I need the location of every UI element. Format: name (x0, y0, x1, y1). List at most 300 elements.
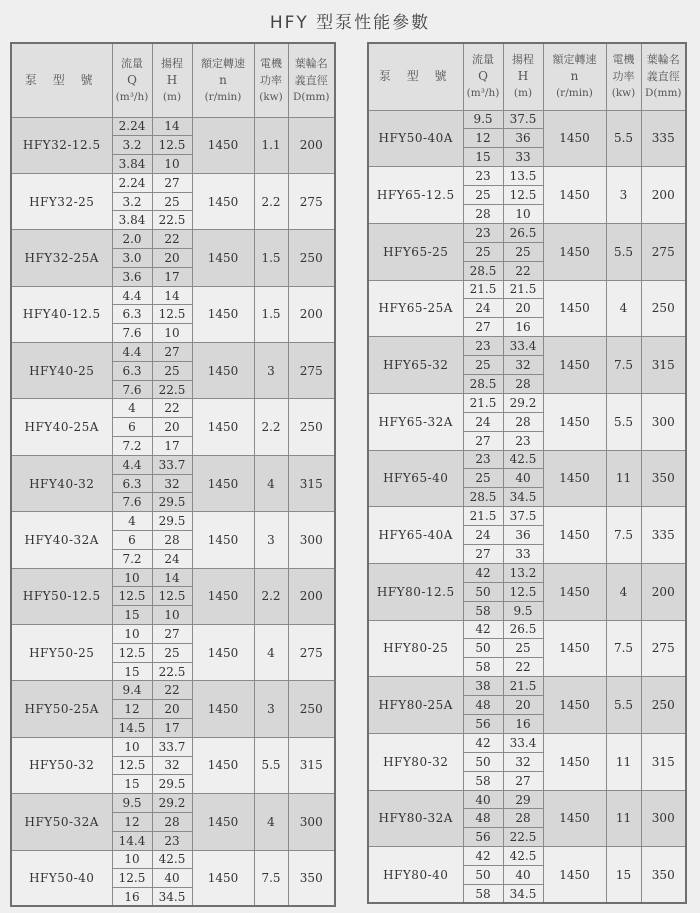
impeller-cell: 350 (641, 450, 686, 507)
flow-cell: 28.5 (463, 374, 503, 393)
flow-cell: 58 (463, 658, 503, 677)
header-flow: 流量 Q (m³/h) (463, 43, 503, 110)
page-title: HFY 型泵性能參數 (269, 13, 431, 33)
power-cell: 5.5 (606, 223, 641, 280)
flow-cell: 12.5 (112, 869, 152, 888)
impeller-cell: 315 (641, 733, 686, 790)
model-cell: HFY50-40A (368, 110, 463, 167)
header-power: 電機 功率 (kw) (606, 43, 641, 110)
impeller-cell: 350 (641, 847, 686, 904)
header-model: 泵 型 號 (11, 43, 112, 117)
flow-cell: 40 (463, 790, 503, 809)
flow-cell: 9.5 (112, 794, 152, 813)
table-row (11, 286, 335, 305)
flow-cell: 12 (112, 812, 152, 831)
flow-cell: 38 (463, 677, 503, 696)
head-cell: 10 (152, 155, 192, 174)
power-cell: 4 (254, 455, 288, 511)
flow-cell: 2.24 (112, 173, 152, 192)
impeller-cell: 315 (288, 455, 335, 511)
impeller-cell: 200 (641, 167, 686, 224)
impeller-cell: 275 (641, 620, 686, 677)
head-cell: 25 (503, 639, 543, 658)
power-cell: 3 (254, 512, 288, 568)
model-cell: HFY65-12.5 (368, 167, 463, 224)
flow-cell: 24 (463, 526, 503, 545)
header-impeller: 葉輪名 義直徑 D(mm) (288, 43, 335, 117)
flow-cell: 6.3 (112, 305, 152, 324)
head-cell: 33.4 (503, 733, 543, 752)
model-cell: HFY40-12.5 (11, 286, 112, 342)
flow-cell: 21.5 (463, 507, 503, 526)
power-cell: 3 (606, 167, 641, 224)
table-row (11, 173, 335, 192)
flow-cell: 4.4 (112, 455, 152, 474)
head-cell: 20 (152, 249, 192, 268)
flow-cell: 24 (463, 412, 503, 431)
flow-cell: 27 (463, 544, 503, 563)
head-cell: 33.4 (503, 337, 543, 356)
power-cell: 5.5 (606, 110, 641, 167)
table-row (368, 620, 686, 639)
impeller-cell: 275 (288, 173, 335, 229)
model-cell: HFY32-25 (11, 173, 112, 229)
head-cell: 29.2 (152, 794, 192, 813)
impeller-cell: 335 (641, 507, 686, 564)
flow-cell: 23 (463, 450, 503, 469)
table-row (368, 110, 686, 129)
power-cell: 5.5 (606, 677, 641, 734)
flow-cell: 7.6 (112, 324, 152, 343)
model-cell: HFY50-25A (11, 681, 112, 737)
head-cell: 29.2 (503, 393, 543, 412)
flow-cell: 27 (463, 431, 503, 450)
flow-cell: 58 (463, 771, 503, 790)
table-row (11, 850, 335, 869)
flow-cell: 2.24 (112, 117, 152, 136)
model-cell: HFY65-40 (368, 450, 463, 507)
power-cell: 7.5 (606, 337, 641, 394)
speed-cell: 1450 (192, 117, 254, 173)
head-cell: 34.5 (503, 488, 543, 507)
flow-cell: 14.4 (112, 831, 152, 850)
model-cell: HFY80-25 (368, 620, 463, 677)
model-cell: HFY65-25 (368, 223, 463, 280)
flow-cell: 3.2 (112, 192, 152, 211)
impeller-cell: 250 (641, 677, 686, 734)
head-cell: 33 (503, 544, 543, 563)
head-cell: 12.5 (152, 305, 192, 324)
speed-cell: 1450 (192, 343, 254, 399)
head-cell: 20 (152, 418, 192, 437)
head-cell: 23 (152, 831, 192, 850)
head-cell: 22.5 (152, 211, 192, 230)
head-cell: 23 (503, 431, 543, 450)
table-row (11, 230, 335, 249)
flow-cell: 6.3 (112, 361, 152, 380)
head-cell: 36 (503, 129, 543, 148)
impeller-cell: 200 (288, 117, 335, 173)
header-model: 泵 型 號 (368, 43, 463, 110)
flow-cell: 4.4 (112, 343, 152, 362)
head-cell: 32 (152, 756, 192, 775)
head-cell: 12.5 (503, 186, 543, 205)
speed-cell: 1450 (192, 850, 254, 906)
head-cell: 40 (152, 869, 192, 888)
speed-cell: 1450 (543, 563, 606, 620)
table-row (11, 117, 335, 136)
model-cell: HFY40-32A (11, 512, 112, 568)
flow-cell: 7.6 (112, 380, 152, 399)
table-row (11, 399, 335, 418)
head-cell: 27 (152, 625, 192, 644)
head-cell: 34.5 (152, 888, 192, 907)
head-cell: 29.5 (152, 512, 192, 531)
head-cell: 27 (503, 771, 543, 790)
head-cell: 27 (152, 343, 192, 362)
table-row (368, 563, 686, 582)
head-cell: 28 (503, 809, 543, 828)
flow-cell: 15 (463, 148, 503, 167)
flow-cell: 14.5 (112, 719, 152, 738)
speed-cell: 1450 (192, 568, 254, 624)
model-cell: HFY80-32 (368, 733, 463, 790)
table-row (368, 677, 686, 696)
flow-cell: 12.5 (112, 756, 152, 775)
head-cell: 21.5 (503, 280, 543, 299)
head-cell: 29 (503, 790, 543, 809)
impeller-cell: 275 (288, 625, 335, 681)
flow-cell: 48 (463, 809, 503, 828)
model-cell: HFY40-32 (11, 455, 112, 511)
flow-cell: 3.0 (112, 249, 152, 268)
table-row (368, 847, 686, 866)
power-cell: 1.5 (254, 230, 288, 286)
model-cell: HFY65-25A (368, 280, 463, 337)
table-header (11, 43, 335, 117)
table-body (11, 117, 335, 906)
header-speed: 額定轉速 n (r/min) (543, 43, 606, 110)
head-cell: 22 (152, 399, 192, 418)
head-cell: 10 (503, 204, 543, 223)
head-cell: 12.5 (152, 587, 192, 606)
model-cell: HFY80-25A (368, 677, 463, 734)
head-cell: 16 (503, 715, 543, 734)
head-cell: 42.5 (503, 450, 543, 469)
flow-cell: 3.84 (112, 155, 152, 174)
flow-cell: 25 (463, 242, 503, 261)
power-cell: 1.1 (254, 117, 288, 173)
header-impeller: 葉輪名 義直徑 D(mm) (641, 43, 686, 110)
impeller-cell: 300 (641, 393, 686, 450)
flow-cell: 48 (463, 696, 503, 715)
flow-cell: 10 (112, 568, 152, 587)
table-row (368, 223, 686, 242)
flow-cell: 10 (112, 625, 152, 644)
head-cell: 36 (503, 526, 543, 545)
speed-cell: 1450 (192, 173, 254, 229)
power-cell: 4 (254, 794, 288, 850)
head-cell: 29.5 (152, 775, 192, 794)
head-cell: 29.5 (152, 493, 192, 512)
head-cell: 14 (152, 286, 192, 305)
speed-cell: 1450 (192, 286, 254, 342)
performance-table-right (367, 42, 687, 904)
speed-cell: 1450 (192, 737, 254, 793)
power-cell: 7.5 (254, 850, 288, 906)
head-cell: 33.7 (152, 455, 192, 474)
flow-cell: 7.2 (112, 437, 152, 456)
table-row (11, 794, 335, 813)
head-cell: 22.5 (152, 380, 192, 399)
head-cell: 25 (503, 242, 543, 261)
flow-cell: 56 (463, 715, 503, 734)
flow-cell: 12 (112, 700, 152, 719)
head-cell: 37.5 (503, 507, 543, 526)
model-cell: HFY80-12.5 (368, 563, 463, 620)
head-cell: 33.7 (152, 737, 192, 756)
table-row (368, 507, 686, 526)
head-cell: 28 (152, 531, 192, 550)
head-cell: 20 (152, 700, 192, 719)
flow-cell: 58 (463, 601, 503, 620)
table-row (11, 512, 335, 531)
model-cell: HFY32-12.5 (11, 117, 112, 173)
header-flow: 流量 Q (m³/h) (112, 43, 152, 117)
power-cell: 2.2 (254, 568, 288, 624)
head-cell: 42.5 (503, 847, 543, 866)
impeller-cell: 250 (288, 230, 335, 286)
table-row (368, 393, 686, 412)
flow-cell: 7.2 (112, 549, 152, 568)
head-cell: 37.5 (503, 110, 543, 129)
head-cell: 22 (503, 658, 543, 677)
model-cell: HFY50-32 (11, 737, 112, 793)
flow-cell: 9.5 (463, 110, 503, 129)
head-cell: 22 (503, 261, 543, 280)
table-row (368, 337, 686, 356)
flow-cell: 50 (463, 866, 503, 885)
table-row (368, 450, 686, 469)
head-cell: 26.5 (503, 620, 543, 639)
flow-cell: 6 (112, 418, 152, 437)
head-cell: 26.5 (503, 223, 543, 242)
power-cell: 7.5 (606, 620, 641, 677)
power-cell: 2.2 (254, 399, 288, 455)
impeller-cell: 250 (288, 681, 335, 737)
head-cell: 28 (503, 374, 543, 393)
speed-cell: 1450 (192, 794, 254, 850)
speed-cell: 1450 (192, 625, 254, 681)
flow-cell: 2.0 (112, 230, 152, 249)
table-row (368, 280, 686, 299)
model-cell: HFY80-40 (368, 847, 463, 904)
flow-cell: 15 (112, 662, 152, 681)
head-cell: 40 (503, 469, 543, 488)
power-cell: 11 (606, 450, 641, 507)
head-cell: 17 (152, 437, 192, 456)
flow-cell: 10 (112, 850, 152, 869)
table-row (11, 455, 335, 474)
impeller-cell: 200 (641, 563, 686, 620)
speed-cell: 1450 (543, 733, 606, 790)
model-cell: HFY40-25 (11, 343, 112, 399)
head-cell: 32 (152, 474, 192, 493)
head-cell: 13.2 (503, 563, 543, 582)
head-cell: 42.5 (152, 850, 192, 869)
table-row (11, 343, 335, 362)
head-cell: 20 (503, 299, 543, 318)
power-cell: 5.5 (606, 393, 641, 450)
flow-cell: 21.5 (463, 393, 503, 412)
impeller-cell: 350 (288, 850, 335, 906)
model-cell: HFY50-32A (11, 794, 112, 850)
head-cell: 22 (152, 681, 192, 700)
flow-cell: 12.5 (112, 643, 152, 662)
impeller-cell: 250 (641, 280, 686, 337)
speed-cell: 1450 (543, 620, 606, 677)
impeller-cell: 200 (288, 568, 335, 624)
head-cell: 20 (503, 696, 543, 715)
impeller-cell: 275 (288, 343, 335, 399)
speed-cell: 1450 (543, 507, 606, 564)
flow-cell: 28.5 (463, 261, 503, 280)
speed-cell: 1450 (192, 681, 254, 737)
header-power: 電機 功率 (kw) (254, 43, 288, 117)
table-header (368, 43, 686, 110)
impeller-cell: 300 (641, 790, 686, 847)
impeller-cell: 250 (288, 399, 335, 455)
flow-cell: 4 (112, 512, 152, 531)
head-cell: 12.5 (503, 582, 543, 601)
speed-cell: 1450 (192, 230, 254, 286)
flow-cell: 12 (463, 129, 503, 148)
impeller-cell: 300 (288, 512, 335, 568)
head-cell: 17 (152, 267, 192, 286)
head-cell: 28 (503, 412, 543, 431)
power-cell: 4 (606, 563, 641, 620)
speed-cell: 1450 (543, 677, 606, 734)
flow-cell: 56 (463, 828, 503, 847)
power-cell: 3 (254, 681, 288, 737)
flow-cell: 23 (463, 337, 503, 356)
table-row (11, 625, 335, 644)
flow-cell: 50 (463, 582, 503, 601)
impeller-cell: 335 (641, 110, 686, 167)
head-cell: 10 (152, 324, 192, 343)
flow-cell: 21.5 (463, 280, 503, 299)
head-cell: 32 (503, 752, 543, 771)
performance-table-left (10, 42, 336, 907)
flow-cell: 23 (463, 167, 503, 186)
table-row (368, 733, 686, 752)
table-row (368, 167, 686, 186)
head-cell: 25 (152, 643, 192, 662)
flow-cell: 50 (463, 752, 503, 771)
power-cell: 11 (606, 733, 641, 790)
head-cell: 25 (152, 192, 192, 211)
impeller-cell: 315 (641, 337, 686, 394)
head-cell: 33 (503, 148, 543, 167)
head-cell: 25 (152, 361, 192, 380)
head-cell: 22.5 (503, 828, 543, 847)
flow-cell: 4 (112, 399, 152, 418)
power-cell: 7.5 (606, 507, 641, 564)
flow-cell: 23 (463, 223, 503, 242)
flow-cell: 42 (463, 563, 503, 582)
head-cell: 22 (152, 230, 192, 249)
speed-cell: 1450 (543, 450, 606, 507)
flow-cell: 6 (112, 531, 152, 550)
head-cell: 12.5 (152, 136, 192, 155)
flow-cell: 25 (463, 356, 503, 375)
head-cell: 14 (152, 117, 192, 136)
speed-cell: 1450 (543, 223, 606, 280)
flow-cell: 50 (463, 639, 503, 658)
head-cell: 21.5 (503, 677, 543, 696)
flow-cell: 7.6 (112, 493, 152, 512)
flow-cell: 9.4 (112, 681, 152, 700)
power-cell: 1.5 (254, 286, 288, 342)
speed-cell: 1450 (192, 399, 254, 455)
flow-cell: 12.5 (112, 587, 152, 606)
flow-cell: 15 (112, 606, 152, 625)
model-cell: HFY50-40 (11, 850, 112, 906)
head-cell: 28 (152, 812, 192, 831)
table-row (368, 790, 686, 809)
flow-cell: 28.5 (463, 488, 503, 507)
flow-cell: 42 (463, 733, 503, 752)
speed-cell: 1450 (543, 847, 606, 904)
flow-cell: 16 (112, 888, 152, 907)
head-cell: 13.5 (503, 167, 543, 186)
head-cell: 27 (152, 173, 192, 192)
speed-cell: 1450 (192, 512, 254, 568)
model-cell: HFY40-25A (11, 399, 112, 455)
flow-cell: 27 (463, 318, 503, 337)
speed-cell: 1450 (192, 455, 254, 511)
table-row (11, 737, 335, 756)
table-row (11, 568, 335, 587)
power-cell: 4 (606, 280, 641, 337)
power-cell: 2.2 (254, 173, 288, 229)
header-head: 揚程 H (m) (152, 43, 192, 117)
power-cell: 11 (606, 790, 641, 847)
power-cell: 15 (606, 847, 641, 904)
head-cell: 34.5 (503, 885, 543, 904)
power-cell: 4 (254, 625, 288, 681)
speed-cell: 1450 (543, 393, 606, 450)
flow-cell: 10 (112, 737, 152, 756)
model-cell: HFY80-32A (368, 790, 463, 847)
head-cell: 10 (152, 606, 192, 625)
impeller-cell: 200 (288, 286, 335, 342)
table-row (11, 681, 335, 700)
table-body (368, 110, 686, 903)
flow-cell: 3.84 (112, 211, 152, 230)
speed-cell: 1450 (543, 280, 606, 337)
model-cell: HFY50-12.5 (11, 568, 112, 624)
model-cell: HFY65-32A (368, 393, 463, 450)
speed-cell: 1450 (543, 167, 606, 224)
flow-cell: 28 (463, 204, 503, 223)
impeller-cell: 300 (288, 794, 335, 850)
head-cell: 9.5 (503, 601, 543, 620)
head-cell: 17 (152, 719, 192, 738)
flow-cell: 3.6 (112, 267, 152, 286)
flow-cell: 58 (463, 885, 503, 904)
flow-cell: 6.3 (112, 474, 152, 493)
